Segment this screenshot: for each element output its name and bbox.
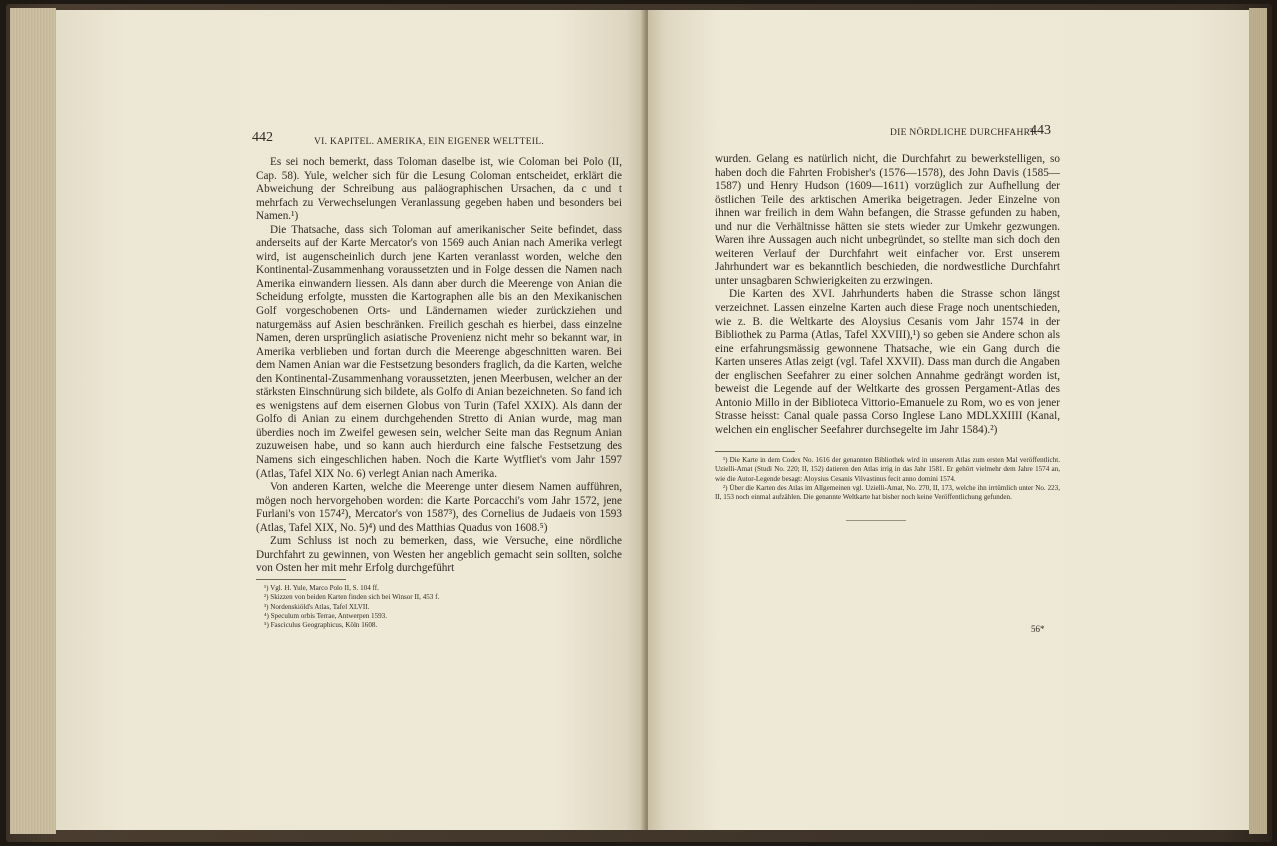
running-head-left: VI. KAPITEL. AMERIKA, EIN EIGENER WELTTEIL. <box>314 137 545 147</box>
footnote: ¹) Die Karte in dem Codex No. 1616 der genannten Bibliothek wird in unserem Atlas zum ersten Mal veröffentlicht. Uzielli-Amat (Studi No. 220; II, 152) datieren den Atlas irrig in das Jahr 1581. Er gehört vielmehr dem Jahre 1574 an, wie die Autor-Legende besagt: Aloysius Cesanis Vilvastinus fecit anno domini 1574. <box>715 456 1060 483</box>
page-number-left: 442 <box>252 130 273 145</box>
paragraph: Es sei noch bemerkt, dass Toloman daselbe ist, wie Coloman bei Polo (II, Cap. 58). Yule, welcher sich für die Lesung Coloman entscheidet, erklärt die Abweichung der Schreibung aus paläographischen Ursachen, da c und t mehrfach zu Verwechselungen Veranlassung gegeben haben und besonders bei Namen.¹) <box>256 156 622 223</box>
page-number-right: 443 <box>1030 123 1051 138</box>
paragraph: Die Karten des XVI. Jahrhunderts haben die Strasse schon längst verzeichnet. Lassen einzelne Karten auch diese Frage noch unentschieden, wie z. B. die Weltkarte des Aloysius Cesanis vom Jahr 1574 in der Bibliothek zu Parma (Atlas, Tafel XXVIII),¹) so geben sie Andere schon als eine erfahrungsmässig gewonnene Thatsache, wie ein Gang durch die Karten unseres Atlas zeigt (vgl. Tafel XXVII). Dass man durch die Angaben der englischen Seefahrer zu einer solchen Annahme gedrängt worden ist, beweist die Legende auf der Weltkarte des grossen Pergament-Atlas des Antonio Millo in der Biblioteca Vittorio-Emanuele zu Rom, wo es von jener Strasse heisst: Canal quale passa Corso Inglese Lano MDLXXIIII (Kanal, welchen ein englischer Seefahrer durchsegelte im Jahr 1584).²) <box>715 288 1060 436</box>
paragraph: Zum Schluss ist noch zu bemerken, dass, wie Versuche, eine nördliche Durchfahrt zu gewinnen, von Westen her angeblich gemacht sein sollten, solche von Osten her mit mehr Erfolg durchgeführt <box>256 535 622 575</box>
footnote: ²) Über die Karten des Atlas im Allgemeinen vgl. Uzielli-Amat, No. 270, II, 173, welche ihn irrtümlich unter No. 223, II, 153 noch einmal aufzählen. Die genannte Weltkarte hat bisher noch keine Veröffentlichung gefunden. <box>715 483 1060 502</box>
end-rule <box>846 520 906 521</box>
footnote: ⁵) Fasciculus Geographicus, Köln 1608. <box>264 621 378 630</box>
right-page-edges <box>1249 8 1267 834</box>
running-head-right: DIE NÖRDLICHE DURCHFAHRT. <box>890 128 1038 138</box>
left-body-text <box>256 156 622 576</box>
right-page <box>648 10 1249 830</box>
footnote: ¹) Vgl. H. Yule, Marco Polo II, S. 104 ff. <box>264 584 379 592</box>
footnote-rule <box>256 579 346 580</box>
left-footnotes <box>256 584 622 630</box>
footnote: ³) Nordenskiöld's Atlas, Tafel XLVII. <box>264 602 370 611</box>
left-page <box>56 10 644 830</box>
footnote: ⁴) Speculum orbis Terrae, Antwerpen 1593. <box>264 611 388 620</box>
paragraph: Die Thatsache, dass sich Toloman auf amerikanischer Seite befindet, dass anderseits auf der Karte Mercator's von 1569 auch Anian nach Amerika verlegt wird, ist augenscheinlich durch jene Karten veranlasst worden, welche den Kontinental-Zusammenhang voraussetzten und in Folge dessen die Namen nach Amerika einwandern liessen. Als dann aber durch die Meerenge von Anian die Scheidung erfolgte, mussten die Kartographen alle bis an den Mexikanischen Golf vorgeschobenen Orts- und Ländernamen wieder zurückziehen und naturgemäss auf Asien beschränken. Freilich geschah es hierbei, dass einzelne Namen, deren ursprünglich asiatische Provenienz nicht mehr so bekannt war, in Amerika verblieben und fortan durch die Meerenge abgeschnitten waren. Bei dem Namen Anian war die Festsetzung besonders fraglich, da die Karten, welche den Kontinental-Zusammenhang voraussetzten, jenen Meerbusen, welcher an der stärksten Einschnürung sich bildete, als Golfo di Anian bezeichneten. So fand ich es wenigstens auf dem eisernen Globus von Turin (Tafel XXIX). Als dann der Golfo di Anian zu einem durchgehenden Stretto di Anian wurde, mag man überdies noch im Zweifel gewesen sein, welcher Seite man das Regnum Anian zuzuweisen habe, und so kann auch hierdurch eine falsche Festsetzung des Namens sich eingeschlichen haben. Noch die Karte Wytfliet's vom Jahr 1597 (Atlas, Tafel XIX No. 6) verlegt Anian nach Amerika. <box>256 223 622 480</box>
signature-mark: 56* <box>1031 624 1045 634</box>
paragraph: wurden. Gelang es natürlich nicht, die Durchfahrt zu bewerkstelligen, so haben doch die Fahrten Frobisher's (1576—1578), des John Davis (1585—1587) und Henry Hudson (1609—1611) vorzüglich zur Aufhellung der östlichen Teile des arktischen Amerika beigetragen. Jeder Einzelne von ihnen war freilich in dem Wahn befangen, die Strasse gefunden zu haben, und nur die Verhältnisse hätten sie stets wieder zur Umkehr gezwungen. Waren ihre Aussagen auch nicht unbegründet, so stellte man sich doch den weiteren Verlauf der Durchfahrt weit einfacher vor. Erst unserem Jahrhundert war es bekanntlich beschieden, die nordwestliche Durchfahrt unter unsagbaren Schwierigkeiten zu erzwingen. <box>715 153 1060 287</box>
footnote-rule <box>715 451 795 452</box>
paragraph: Von anderen Karten, welche die Meerenge unter diesem Namen aufführen, mögen noch hervorgehoben worden: die Karte Porcacchi's vom Jahr 1572, jene Furlani's von 1574²), Mercator's von 1587³), des Cornelius de Judaeis von 1593 (Atlas, Tafel XIX, No. 5)⁴) und des Matthias Quadus von 1608.⁵) <box>256 481 622 534</box>
left-page-edges <box>10 8 56 834</box>
right-footnotes <box>715 456 1060 502</box>
footnote: ²) Skizzen von beiden Karten finden sich bei Winsor II, 453 f. <box>264 593 440 602</box>
right-body-text <box>715 153 1060 437</box>
